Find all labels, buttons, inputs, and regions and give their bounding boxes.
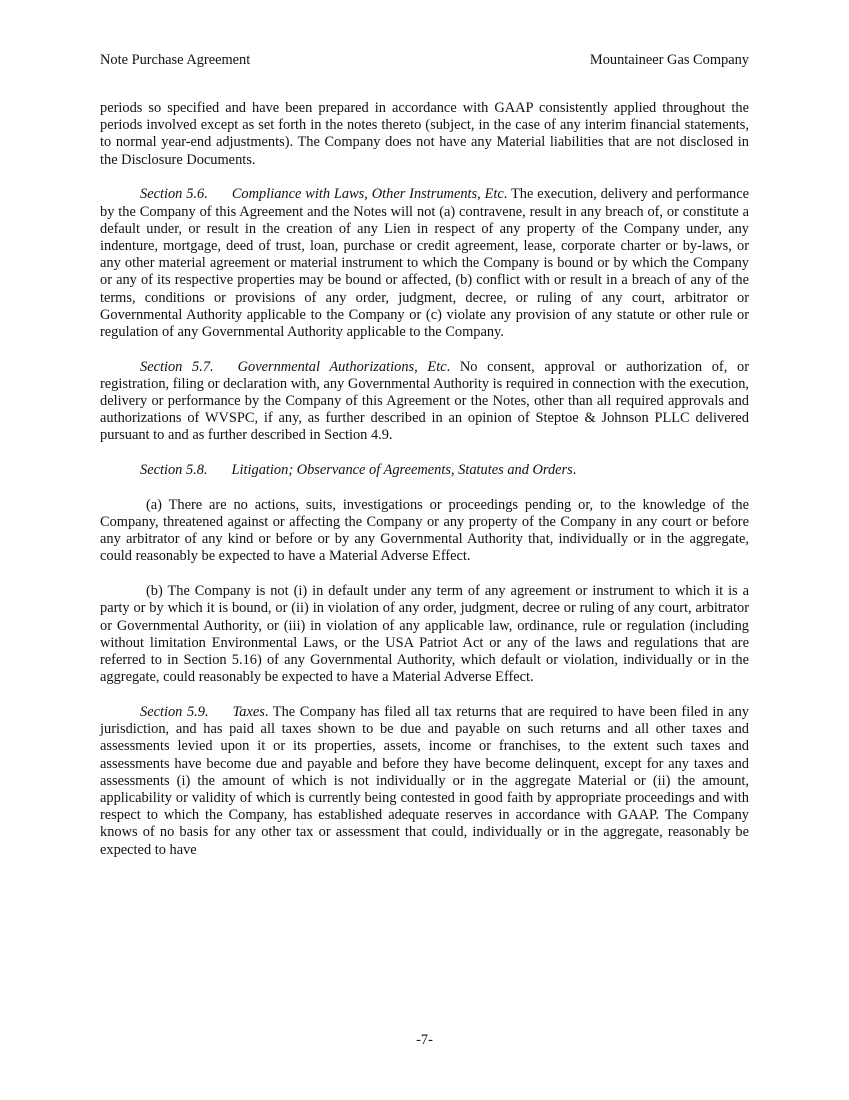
section-number: Section 5.9. [140, 703, 209, 720]
page-number: -7- [416, 1032, 433, 1048]
page-header [100, 52, 749, 72]
section-number: Section 5.7. [140, 358, 214, 375]
section-5-8-b: (b) The Company is not (i) in default under any term of any agreement or instrument to which it is a party or by which it is bound, or (ii) in violation of any order, judgment, decree or ruling of any court, arbitrator or Governmental Authority, or (iii) in violation of any applicable law, ordinance, rule or regulation (including without limitation Environmental Laws, or the USA Patriot Act or any of the laws and regulations that are referred to in Section 5.16) of any Governmental Authority, which default or violation, individually or in the aggregate, could reasonably be expected to have a Material Adverse Effect. [100, 583, 749, 686]
section-number: Section 5.8. [140, 462, 208, 479]
section-5-7 [100, 359, 749, 445]
header-right-company: Mountaineer Gas Company [589, 52, 749, 68]
section-body: . The execution, delivery and performance by the Company of this Agreement and the Notes will not (a) contravene, result in any breach of, or constitute a default under, or result in the creation of any Lien in respect of any property of the Company under, any indenture, mortgage, deed of trust, loan, purchase or credit agreement, lease, corporate charter or by-laws, or any other material agreement or material instrument to which the Company is bound or by which the Company or any of its respective properties may be bound or affected, (b) conflict with or result in a breach of any of the terms, conditions or provisions of any order, judgment, decree, or ruling of any court, arbitrator or Governmental Authority applicable to the Company or (c) violate any provision of any statute or other rule or regulation of any Governmental Authority applicable to the Company. [100, 186, 749, 340]
section-5-8-a: (a) There are no actions, suits, investigations or proceedings pending or, to the knowledge of the Company, threatened against or affecting the Company or any property of the Company in any court or before any arbitrator of any kind or before or by any Governmental Authority that, individually or in the aggregate, could reasonably be expected to have a Material Adverse Effect. [100, 496, 749, 565]
section-body: . The Company has filed all tax returns that are required to have been filed in any jurisdiction, and has paid all taxes shown to be due and payable on such returns and all other taxes and assessments levied upon it or its properties, assets, income or franchises, to the extent such taxes and assessments have become due and payable and before they have become delinquent, except for any taxes and assessments (i) the amount of which is not individually or in the aggregate Material or (ii) the amount, applicability or validity of which is currently being contested in good faith by appropriate proceedings and with respect to which the Company, has established adequate reserves in accordance with GAAP. The Company knows of no basis for any other tax or assessment that could, individually or in the aggregate, reasonably be expected to have [100, 703, 749, 858]
paragraph-continuation: periods so specified and have been prepared in accordance with GAAP consistently applied throughout the periods involved except as set forth in the notes thereto (subject, in the case of any interim financial statements, to normal year-end adjustments). The Company does not have any Material liabilities that are not disclosed in the Disclosure Documents. [100, 100, 749, 168]
document-body [100, 100, 749, 876]
section-5-9 [100, 704, 749, 859]
section-title: Litigation; Observance of Agreements, Statutes and Orders [231, 462, 573, 479]
section-5-8-heading [100, 462, 749, 479]
section-5-6 [100, 186, 749, 341]
section-heading-end: . [572, 462, 577, 479]
section-number: Section 5.6. [140, 186, 208, 203]
section-title: Taxes [232, 703, 265, 720]
section-title: Compliance with Laws, Other Instruments, Etc [231, 186, 504, 203]
section-title: Governmental Authorizations, Etc [237, 358, 447, 375]
header-left-title: Note Purchase Agreement [100, 52, 251, 68]
section-body: . No consent, approval or authorization of, or registration, filing or declaration with, any Governmental Authority is required in connection with the execution, delivery or performance by the Company of this Agreement or the Notes, other than all required approvals and authorizations of WVSPC, if any, as further described in an opinion of Steptoe & Johnson PLLC delivered pursuant to and as further described in Section 4.9. [100, 358, 749, 444]
